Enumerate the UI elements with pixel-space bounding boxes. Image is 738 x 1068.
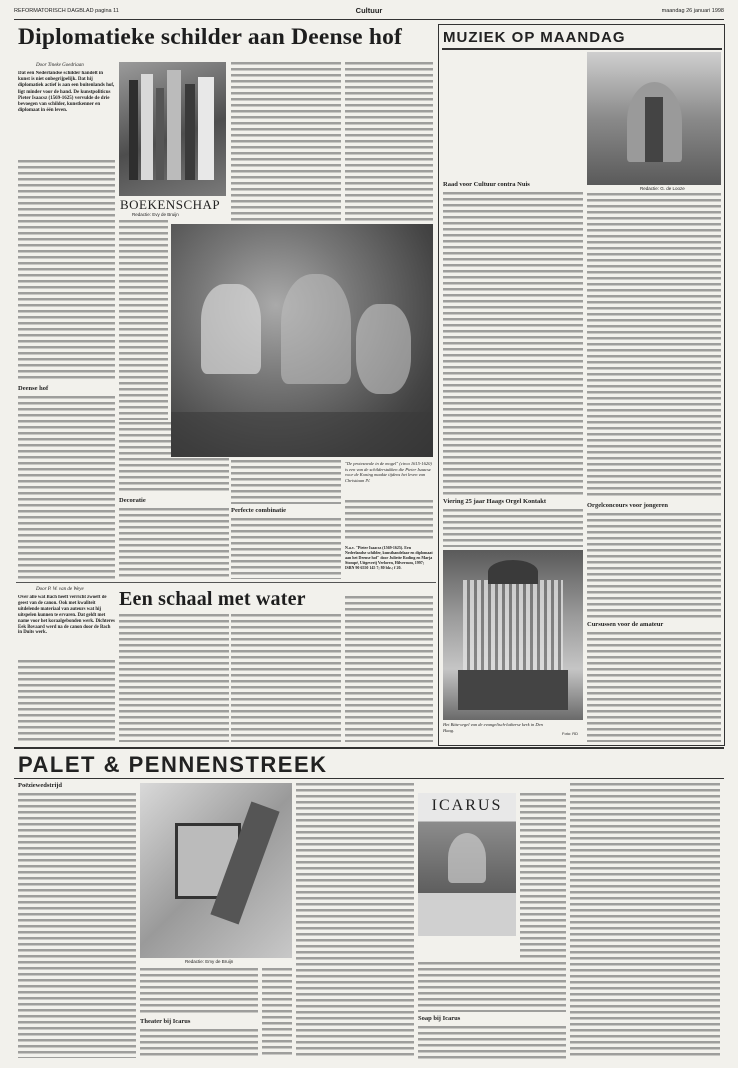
- muziek-subhead-orgelconcours: Orgelconcours voor jongeren: [587, 502, 668, 509]
- palet-badge: PALET & PENNENSTREEK: [18, 752, 328, 777]
- muziek-rule: [442, 48, 722, 50]
- article1-body-col3: [231, 62, 341, 222]
- article1-headline: Diplomatieke schilder aan Deense hof: [18, 24, 403, 50]
- masthead: [14, 6, 724, 18]
- palet-subhead-soap: Soap bij Icarus: [418, 1015, 461, 1022]
- muziek-body-col2b: [587, 513, 721, 618]
- icarus-book-title: ICARUS: [431, 797, 503, 814]
- article1-body-col3c: [231, 518, 341, 579]
- muziek-photo-credit: Redactie: G. de Looze: [640, 186, 685, 191]
- muziek-body-col2c: [587, 632, 721, 742]
- article2-body-col2: [119, 614, 229, 742]
- article1-book-info: N.a.v. "Pieter Isaacsz (1569-1625). Een Nederlandse schilder, kunsthandelaar en diplomaat aan het Deense hof" door Juliette Roding en Marja Stompé, Uitgeverij Verloren, Hilversum, 1997; ISBN 90 6550 145 7; 80 blz.; f 20.: [345, 545, 433, 570]
- article1-body-col2b: [119, 508, 229, 579]
- palet-body-col5: [570, 783, 720, 1059]
- article1-subhead-decoratie: Decoratie: [119, 497, 146, 504]
- palet-body-col4b: [418, 1026, 566, 1059]
- palet-subhead-theater: Theater bij Icarus: [140, 1018, 191, 1025]
- article1-body-col4b: [345, 500, 433, 542]
- article1-body-col3b: [231, 460, 341, 504]
- article1-body-col4: [345, 62, 433, 222]
- article2-byline: Door P. W. van de Weye: [36, 587, 84, 592]
- article2-lead: Over alle wat Bach heeft verricht zwoeft de geest van de canon. Ook met kwaliteit uitdelende materiaal van auteurs wat hij uitspelen kunnen te ervaren. Dat geldt met name voor het koraalgebonden werk. Dichteres Eek Bovaard werd na de canon door de Bach in Duits werk.: [18, 595, 115, 636]
- palet-photo: [140, 783, 292, 958]
- palet-body-col2b: [140, 1029, 258, 1059]
- article2-headline: Een schaal met water: [119, 588, 306, 610]
- books-image-credit: Redactie: Evy de Bruijn: [132, 212, 179, 217]
- muziek-subhead-viering: Viering 25 jaar Haags Orgel Kontakt: [443, 498, 547, 505]
- painting-caption: "De protesneule in de mogel" (circa 1615-1620) is een van de schilderstukken die Pieter Isaacsz voor de Koning maakte tijdens het leven van Christiaan IV.: [345, 461, 432, 483]
- article2-body-col3: [231, 614, 341, 742]
- palet-body-col2c: [262, 968, 292, 1058]
- muziek-body-col1b: [443, 509, 583, 547]
- palet-subhead-poeziewedstrijd: Poëziewedstrijd: [18, 782, 63, 789]
- article1-byline: Door Tineke Goedriaan: [36, 63, 84, 68]
- muziek-body-col1: [443, 192, 583, 495]
- palet-body-col4-narrow: [520, 793, 566, 958]
- section-title: Cultuur: [355, 6, 383, 15]
- article1-body-col1: [18, 160, 115, 382]
- article1-subhead-deense-hof: Deense hof: [18, 385, 49, 392]
- palet-top-rule: [14, 747, 724, 749]
- issue-date: maandag 26 januari 1998: [661, 8, 724, 14]
- palet-body-col2: [140, 968, 258, 1016]
- icarus-book-cover: [418, 793, 516, 936]
- palet-photo-credit: Redactie: Emy de Bruijn: [185, 959, 234, 964]
- article1-body-col2-narrow: [119, 220, 168, 420]
- muziek-badge: MUZIEK OP MAANDAG: [443, 29, 626, 46]
- article1-lead: Dat een Nederlandse schilder handelt in kunst is niet onbegrijpelijk. Dat hij diplomatiek actief is aan een buitenlands hof, ligt minder voor de hand. De kunstpoliticus Pieter Isaacsz (1569-1625) vervulde de drie bevoegen van schilder, kunstkenner en diplomaat in één leven.: [18, 71, 115, 114]
- painting-photo: [171, 224, 433, 457]
- article2-body-col4: [345, 596, 433, 742]
- muziek-body-col2: [587, 193, 721, 499]
- paper-name: REFORMATORISCH DAGBLAD pagina 11: [14, 8, 119, 14]
- masthead-rule: [14, 19, 724, 20]
- palet-body-col1: [18, 793, 136, 1058]
- organ-photo: [443, 550, 583, 720]
- article1-body-col1b: [18, 396, 115, 579]
- article-divider: [16, 582, 436, 583]
- organ-caption: Het Bätz-orgel van de evangelisch-lutherse kerk in Den Haag.: [443, 722, 543, 733]
- muziek-subhead-raad: Raad voor Cultuur contra Nuis: [443, 181, 530, 188]
- article1-subhead-perfecte-combinatie: Perfecte combinatie: [231, 507, 287, 514]
- article2-body-col1: [18, 660, 115, 742]
- palet-body-col4: [418, 962, 566, 1012]
- books-image-label: BOEKENSCHAP: [120, 197, 221, 212]
- organ-caption-credit: Foto: RD: [562, 731, 579, 736]
- books-photo: [119, 62, 226, 196]
- palet-body-col3: [296, 783, 414, 1059]
- muziek-top-photo: [587, 52, 721, 185]
- muziek-subhead-cursussen: Cursussen voor de amateur: [587, 621, 664, 628]
- palet-bottom-rule: [14, 778, 724, 779]
